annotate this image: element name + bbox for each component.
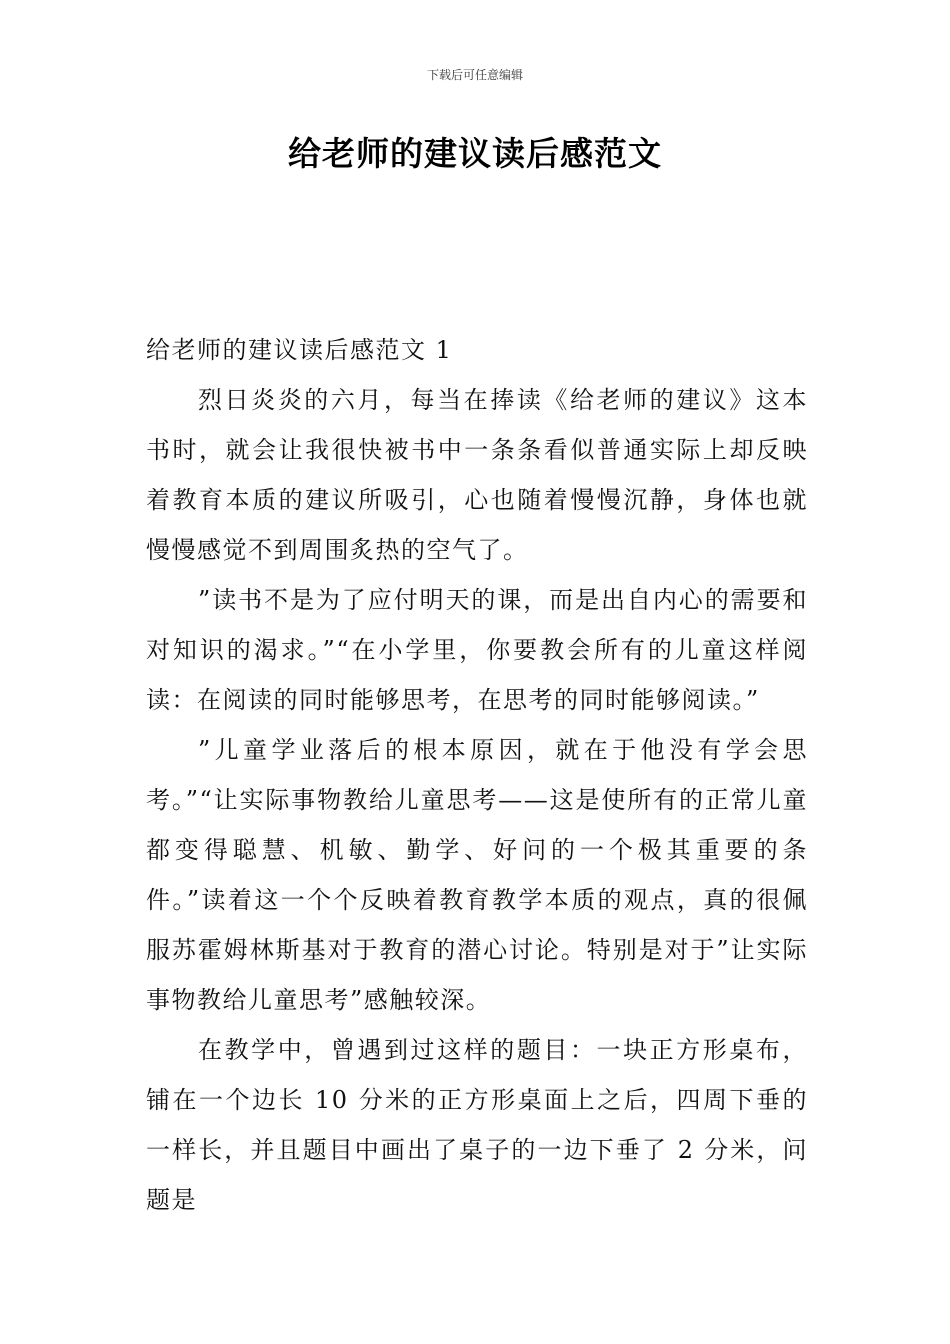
section-heading: 给老师的建议读后感范文 1 [146, 336, 453, 364]
document-title: 给老师的建议读后感范文 [288, 134, 662, 173]
document-body [146, 325, 808, 1225]
paragraph-3: ”儿童学业落后的根本原因，就在于他没有学会思考。”“让实际事物教给儿童思考——这是使所有的正常儿童都变得聪慧、机敏、勤学、好问的一个极其重要的条件。”读着这一个个反映着教育教学本质的观点，真的很佩服苏霍姆林斯基对于教育的潜心讨论。特别是对于”让实际事物教给儿童思考”感触较深。 [146, 736, 808, 1014]
header-note: 下载后可任意编辑 [426, 68, 523, 82]
paragraph-2: ”读书不是为了应付明天的课，而是出自内心的需要和对知识的渴求。”“在小学里，你要教会所有的儿童这样阅读：在阅读的同时能够思考，在思考的同时能够阅读。” [146, 586, 808, 714]
paragraph-4: 在教学中，曾遇到过这样的题目：一块正方形桌布，铺在一个边长 10 分米的正方形桌面上之后，四周下垂的一样长，并且题目中画出了桌子的一边下垂了 2 分米，问题是 [146, 1036, 808, 1214]
paragraph-1: 烈日炎炎的六月，每当在捧读《给老师的建议》这本书时，就会让我很快被书中一条条看似普通实际上却反映着教育本质的建议所吸引，心也随着慢慢沉静，身体也就慢慢感觉不到周围炙热的空气了。 [146, 386, 808, 564]
